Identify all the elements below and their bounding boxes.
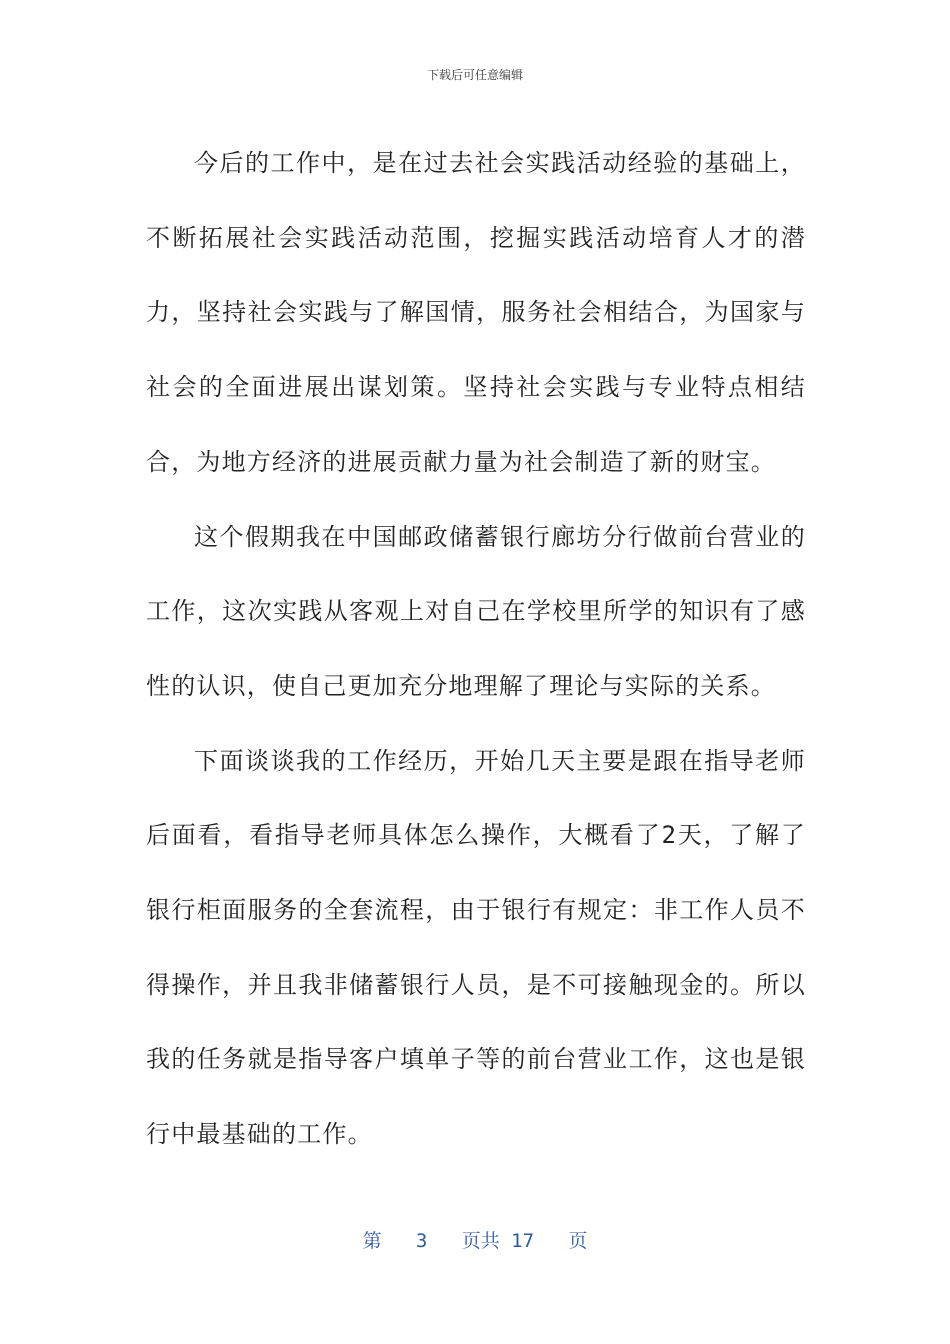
document-body (146, 126, 806, 1172)
current-page-number: 3 (415, 1230, 428, 1252)
page-footer (0, 1226, 950, 1253)
page-middle-text: 页共 (461, 1230, 500, 1252)
paragraph-2: 这个假期我在中国邮政储蓄银行廊坊分行做前台营业的工作，这次实践从客观上对自己在学校里所学的知识有了感性的认识，使自己更加充分地理解了理论与实际的关系。 (146, 522, 806, 700)
page-prefix: 第 (362, 1230, 382, 1252)
page-suffix: 页 (568, 1230, 588, 1252)
page-header: 下载后可任意编辑 (426, 68, 523, 82)
paragraph-3: 下面谈谈我的工作经历，开始几天主要是跟在指导老师后面看，看指导老师具体怎么操作，大概看了2天，了解了银行柜面服务的全套流程，由于银行有规定：非工作人员不得操作，并且我非储蓄银行人员，是不可接触现金的。所以我的任务就是指导客户填单子等的前台营业工作，这也是银行中最基础的工作。 (146, 746, 806, 1149)
paragraph-1: 今后的工作中，是在过去社会实践活动经验的基础上，不断拓展社会实践活动范围，挖掘实践活动培育人才的潜力，坚持社会实践与了解国情，服务社会相结合，为国家与社会的全面进展出谋划策。坚持社会实践与专业特点相结合，为地方经济的进展贡献力量为社会制造了新的财宝。 (146, 149, 806, 476)
total-pages-number: 17 (511, 1230, 535, 1252)
